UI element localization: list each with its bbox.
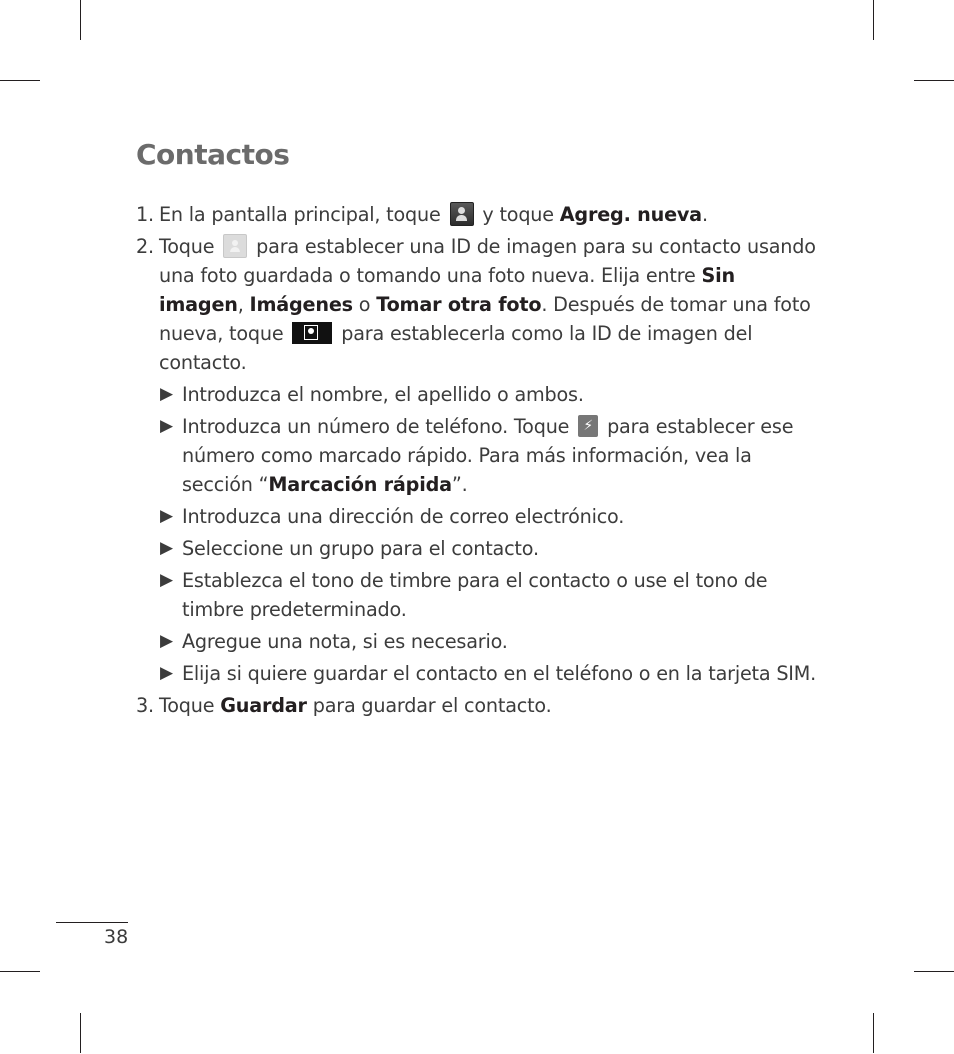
step-2: 2. Toque para establecer una ID de imagen para su contacto usando una foto guardada o tomando una foto nueva. Elija entre Sin imagen, Imágenes o Tomar otra foto. Después de tomar una foto nueva, toque para establecerla como la ID de imagen del contacto. (136, 232, 826, 377)
right-arrow-icon: ▶ (160, 570, 173, 590)
right-arrow-icon: ▶ (160, 416, 173, 436)
instructions (136, 200, 826, 723)
crop-mark (0, 80, 40, 81)
bullet-list (136, 380, 826, 688)
list-item: ▶ Introduzca el nombre, el apellido o ambos. (136, 380, 826, 409)
right-arrow-icon: ▶ (160, 506, 173, 526)
list-item: ▶ Agregue una nota, si es necesario. (136, 627, 826, 656)
step-number: 2. (136, 235, 154, 258)
list-item: ▶ Seleccione un grupo para el contacto. (136, 534, 826, 563)
contact-photo-icon (223, 234, 247, 258)
crop-mark (80, 1013, 81, 1053)
step-number: 1. (136, 203, 154, 226)
right-arrow-icon: ▶ (160, 663, 173, 683)
right-arrow-icon: ▶ (160, 538, 173, 558)
crop-mark (914, 971, 954, 972)
crop-mark (80, 0, 81, 40)
list-item: ▶ Elija si quiere guardar el contacto en el teléfono o en la tarjeta SIM. (136, 659, 826, 688)
page-number: 38 (104, 926, 129, 948)
step-number: 3. (136, 694, 154, 717)
set-photo-icon (292, 322, 332, 344)
step-1: 1. En la pantalla principal, toque y toque Agreg. nueva. (136, 200, 826, 229)
crop-mark (873, 1013, 874, 1053)
step-3: 3. Toque Guardar para guardar el contacto. (136, 691, 826, 720)
contacts-app-icon (450, 202, 474, 226)
crop-mark (914, 80, 954, 81)
page-title: Contactos (136, 138, 290, 171)
speed-dial-icon: ⚡ (578, 415, 598, 437)
list-item: ▶ Introduzca un número de teléfono. Toque ⚡ para establecer ese número como marcado rápido. Para más información, vea la sección “Marcación rápida”. (136, 412, 826, 499)
list-item: ▶ Establezca el tono de timbre para el contacto o use el tono de timbre predeterminado. (136, 566, 826, 624)
footer-rule (56, 922, 128, 923)
right-arrow-icon: ▶ (160, 631, 173, 651)
crop-mark (0, 971, 40, 972)
crop-mark (873, 0, 874, 40)
right-arrow-icon: ▶ (160, 384, 173, 404)
list-item: ▶ Introduzca una dirección de correo electrónico. (136, 502, 826, 531)
